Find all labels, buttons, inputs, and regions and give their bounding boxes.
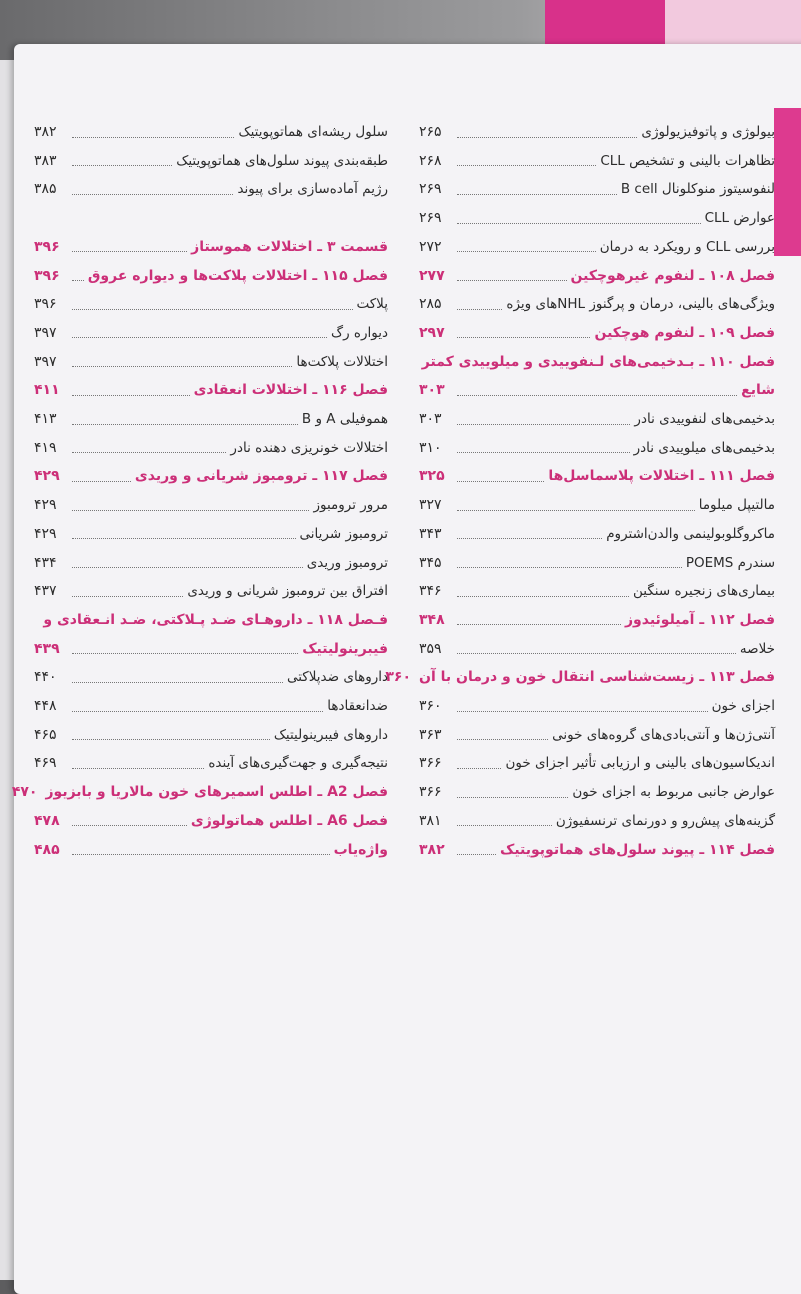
toc-entry — [419, 206, 775, 230]
dot-leader — [457, 223, 701, 224]
toc-entry-title: اندیکاسیون‌های بالینی و ارزیابی تأثیر اجزای خون — [505, 755, 775, 772]
dot-leader — [457, 711, 708, 712]
toc-page-number: ۳۵۹ — [419, 640, 442, 657]
toc-page-number: ۳۸۲ — [34, 124, 57, 140]
dot-leader — [457, 653, 736, 654]
toc-entry-title: فصل ۱۱۰ ـ بـدخیمی‌های لـنفوییدی و میلوییدی کمتر — [421, 353, 775, 370]
dot-leader — [457, 395, 737, 396]
toc-page-number: ۳۲۷ — [419, 497, 442, 514]
toc-page-number: ۲۷۷ — [419, 267, 445, 284]
toc-entry-title: فصل ۱۰۸ ـ لنفوم غیرهوچکین — [570, 267, 775, 284]
toc-entry-title: بدخیمی‌های میلوییدی نادر — [633, 439, 775, 456]
toc-entry-title: دیواره رگ — [331, 324, 388, 341]
toc-chapter-entry — [34, 235, 388, 259]
toc-entry — [419, 235, 775, 259]
dot-leader — [457, 825, 552, 826]
toc-chapter-entry — [419, 838, 775, 862]
toc-entry-title: داروهای فیبرینولیتیک — [273, 726, 388, 743]
toc-page-number: ۳۹۶ — [34, 267, 60, 284]
toc-page-number: ۳۴۶ — [419, 583, 442, 600]
toc-entry-title: فـصل ۱۱۸ ـ داروهـای ضـد پـلاکتی، ضـد انـعقادی و — [43, 611, 388, 628]
toc-page-number: ۴۱۱ — [34, 382, 60, 399]
dot-leader — [72, 137, 234, 138]
dot-leader — [457, 481, 544, 482]
toc-page-number: ۳۶۰ — [419, 698, 442, 714]
dot-leader — [72, 711, 323, 712]
toc-chapter-entry — [34, 264, 388, 288]
toc-entry-title: سندرم POEMS — [685, 554, 775, 571]
toc-entry — [34, 493, 388, 517]
toc-chapter-entry — [11, 780, 388, 804]
toc-chapter-entry — [419, 321, 775, 345]
toc-page-number: ۳۰۳ — [419, 382, 445, 399]
toc-page-number: ۳۴۸ — [419, 611, 445, 628]
toc-page-number: ۲۷۲ — [419, 238, 442, 255]
dot-leader — [72, 452, 226, 453]
toc-page-number: ۴۴۰ — [34, 669, 57, 686]
toc-page-number: ۳۸۵ — [34, 181, 57, 198]
toc-entry-title: لنفوسیتوز منوکلونال B cell — [620, 181, 775, 198]
dot-leader — [457, 510, 695, 511]
dot-leader — [72, 768, 204, 769]
toc-page-number: ۴۷۸ — [34, 812, 60, 829]
toc-entry-title: شایع — [741, 382, 775, 399]
toc-entry-title: فصل ۱۱۶ ـ اختلالات انعقادی — [193, 382, 388, 399]
toc-chapter-entry — [385, 665, 775, 689]
toc-page-number: ۴۶۵ — [34, 726, 57, 743]
toc-chapter-entry — [34, 608, 388, 632]
toc-entry — [419, 436, 775, 460]
toc-entry-title: بررسی CLL و رویکرد به درمان — [599, 238, 775, 255]
toc-entry-title: عوارض جانبی مربوط به اجزای خون — [572, 784, 775, 801]
dot-leader — [457, 854, 496, 855]
toc-chapter-entry — [419, 464, 775, 488]
dot-leader — [72, 395, 190, 396]
dot-leader — [457, 424, 630, 425]
toc-entry-title: فصل ۱۱۵ ـ اختلالات پلاکت‌ها و دیواره عروق — [87, 267, 388, 284]
toc-entry-title: خلاصه — [739, 640, 775, 657]
toc-page-number: ۴۳۴ — [34, 554, 57, 571]
toc-entry — [34, 551, 388, 575]
toc-entry-title: پلاکت — [356, 296, 388, 313]
toc-page-number: ۴۲۹ — [34, 525, 57, 542]
toc-entry-title: واژه‌یاب — [333, 841, 388, 858]
toc-entry-title: تظاهرات بالینی و تشخیص CLL — [600, 152, 775, 169]
dot-leader — [72, 854, 330, 855]
toc-entry-title: اختلالات خونریزی دهنده نادر — [230, 439, 388, 456]
dot-leader — [72, 165, 172, 166]
toc-entry-title: ویژگی‌های بالینی، درمان و پرگنوز NHLهای ویژه — [506, 296, 775, 313]
toc-page-number: ۳۶۰ — [385, 669, 412, 686]
dot-leader — [72, 194, 233, 195]
toc-entry-title: فصل A6 ـ اطلس هماتولوژی — [190, 812, 388, 829]
toc-entry-title: فصل ۱۱۲ ـ آمیلوئیدوز — [624, 611, 775, 628]
toc-page-number: ۲۸۵ — [419, 296, 442, 313]
toc-entry — [34, 579, 388, 603]
toc-entry — [419, 493, 775, 517]
toc-page-number: ۳۸۲ — [419, 841, 445, 858]
dot-leader — [72, 309, 353, 310]
toc-entry — [419, 751, 775, 775]
dot-leader — [457, 797, 568, 798]
dot-leader — [72, 366, 292, 367]
dot-leader — [457, 280, 567, 281]
toc-entry-title: نتیجه‌گیری و جهت‌گیری‌های آینده — [208, 755, 388, 772]
toc-entry-title: داروهای ضدپلاکتی — [286, 669, 388, 686]
dot-leader — [72, 538, 296, 539]
toc-entry — [419, 522, 775, 546]
toc-entry-title: مرور ترومبوز — [313, 497, 388, 514]
toc-chapter-entry — [419, 378, 775, 402]
toc-page-number: ۴۱۳ — [34, 411, 57, 427]
dot-leader — [72, 510, 309, 511]
toc-page-number: ۴۴۸ — [34, 698, 57, 714]
toc-page-number: ۳۹۷ — [34, 324, 57, 341]
toc-entry — [34, 436, 388, 460]
toc-entry — [419, 637, 775, 661]
toc-entry-title: بیماری‌های زنجیره سنگین — [633, 583, 775, 600]
toc-page-number: ۳۶۳ — [419, 726, 442, 743]
toc-entry-title: عوارض CLL — [704, 210, 775, 227]
book-page — [11, 44, 801, 1294]
toc-page-number: ۴۷۰ — [11, 784, 38, 801]
toc-entry-title: ترومبوز شریانی — [299, 525, 388, 542]
toc-entry — [34, 694, 388, 718]
dot-leader — [457, 137, 637, 138]
pink-side-tab — [774, 108, 801, 256]
dot-leader — [72, 481, 131, 482]
dot-leader — [457, 739, 548, 740]
toc-page-number: ۳۶۶ — [419, 755, 442, 772]
toc-entry-title: فصل ۱۱۷ ـ ترومبوز شریانی و وریدی — [134, 468, 388, 485]
toc-chapter-entry — [419, 608, 775, 632]
toc-page-number: ۳۱۰ — [419, 439, 442, 456]
toc-entry-title: افتراق بین ترومبوز شریانی و وریدی — [187, 583, 388, 600]
toc-page-number: ۳۴۵ — [419, 554, 442, 571]
toc-entry — [34, 149, 388, 173]
toc-chapter-entry — [34, 637, 388, 661]
toc-entry — [34, 321, 388, 345]
toc-entry-title: فیبرینولیتیک — [302, 640, 388, 657]
toc-page-number: ۳۴۳ — [419, 525, 442, 542]
toc-entry-title: فصل ۱۱۱ ـ اختلالات پلاسماسل‌ها — [548, 468, 775, 485]
toc-entry-title: اختلالات پلاکت‌ها — [296, 353, 388, 370]
toc-page-number: ۴۳۹ — [34, 640, 60, 657]
toc-entry-title: بدخیمی‌های لنفوییدی نادر — [634, 411, 775, 427]
toc-chapter-entry — [34, 464, 388, 488]
toc-chapter-entry — [419, 264, 775, 288]
toc-page-number: ۴۲۹ — [34, 468, 60, 485]
toc-entry-title: فصل ۱۱۳ ـ زیست‌شناسی انتقال خون و درمان با آن — [419, 669, 775, 686]
dot-leader — [72, 337, 327, 338]
dot-leader — [457, 251, 596, 252]
toc-page-number: ۴۲۹ — [34, 497, 57, 514]
toc-page-number: ۴۸۵ — [34, 841, 60, 858]
toc-entry-title: آنتی‌ژن‌ها و آنتی‌بادی‌های گروه‌های خونی — [552, 726, 775, 743]
toc-page-number: ۳۹۶ — [34, 296, 57, 313]
dot-leader — [457, 194, 617, 195]
toc-entry — [34, 407, 388, 431]
dot-leader — [72, 251, 187, 252]
dot-leader — [457, 624, 621, 625]
toc-entry — [34, 206, 388, 230]
dot-leader — [72, 567, 303, 568]
toc-entry — [34, 723, 388, 747]
toc-entry — [34, 177, 388, 201]
toc-entry-title: فصل ۱۰۹ ـ لنفوم هوچکین — [594, 324, 775, 341]
toc-entry-title: مالتیپل میلوما — [698, 497, 775, 514]
toc-entry — [419, 292, 775, 316]
dot-leader — [72, 825, 187, 826]
toc-chapter-entry — [419, 350, 775, 374]
toc-page-number: ۳۲۵ — [419, 468, 445, 485]
toc-page-number: ۳۹۷ — [34, 353, 57, 370]
toc-entry — [419, 809, 775, 833]
toc-entry — [419, 177, 775, 201]
toc-entry — [34, 751, 388, 775]
toc-entry-title: هموفیلی A و B — [301, 411, 388, 427]
toc-page-number: ۳۸۳ — [34, 152, 57, 169]
next-page-pink-edge — [545, 0, 665, 48]
toc-entry — [419, 551, 775, 575]
toc-entry — [34, 292, 388, 316]
toc-entry-title: فصل ۱۱۴ ـ پیوند سلول‌های هماتوپویتیک — [500, 841, 775, 858]
toc-entry-title: رژیم آماده‌سازی برای پیوند — [237, 181, 388, 198]
toc-page-number: ۴۱۹ — [34, 439, 57, 456]
toc-entry-title: بیولوژی و پاتوفیزیولوژی — [641, 124, 775, 140]
toc-entry — [34, 120, 388, 144]
toc-chapter-entry — [34, 378, 388, 402]
toc-page-number: ۳۸۱ — [419, 812, 442, 829]
toc-entry-title: ماکروگلوبولینمی والدن‌اشتروم — [606, 525, 775, 542]
toc-entry — [34, 350, 388, 374]
toc-entry — [34, 665, 388, 689]
dot-leader — [72, 596, 183, 597]
toc-page-number: ۲۹۷ — [419, 324, 445, 341]
toc-page-number: ۲۶۸ — [419, 152, 442, 169]
toc-entry-title: طبقه‌بندی پیوند سلول‌های هماتوپویتیک — [176, 152, 388, 169]
toc-page-number: ۲۶۵ — [419, 124, 442, 140]
toc-entry-title: سلول ریشه‌ای هماتوپویتیک — [238, 124, 388, 140]
toc-entry-title: گزینه‌های پیش‌رو و دورنمای ترنسفیوژن — [555, 812, 775, 829]
dot-leader — [72, 424, 298, 425]
toc-entry — [419, 694, 775, 718]
dot-leader — [457, 567, 682, 568]
toc-entry — [34, 522, 388, 546]
dot-leader — [457, 309, 502, 310]
toc-entry — [419, 149, 775, 173]
toc-entry — [419, 120, 775, 144]
dot-leader — [457, 538, 602, 539]
dot-leader — [72, 653, 298, 654]
toc-entry-title: فصل A2 ـ اطلس اسمیرهای خون مالاریا و بابزیوز — [45, 784, 388, 801]
toc-entry-title: اجزای خون — [711, 698, 775, 714]
toc-entry — [419, 407, 775, 431]
toc-entry — [419, 579, 775, 603]
dot-leader — [457, 596, 629, 597]
toc-entry-title: ترومبوز وریدی — [306, 554, 388, 571]
toc-page-number: ۲۶۹ — [419, 210, 442, 227]
dot-leader — [457, 337, 590, 338]
toc-chapter-entry — [34, 809, 388, 833]
dot-leader — [457, 452, 630, 453]
dot-leader — [457, 768, 501, 769]
toc-page-number: ۴۳۷ — [34, 583, 57, 600]
toc-page-number: ۳۹۶ — [34, 238, 60, 255]
toc-page-number: ۳۶۶ — [419, 784, 442, 801]
toc-entry-title: قسمت ۳ ـ اختلالات هموستاز — [191, 238, 388, 255]
dot-leader — [72, 280, 84, 281]
dot-leader — [72, 739, 270, 740]
toc-page-number: ۲۶۹ — [419, 181, 442, 198]
toc-entry — [419, 723, 775, 747]
toc-entry-title: ضدانعقادها — [327, 698, 388, 714]
dot-leader — [457, 165, 596, 166]
toc-page-number: ۳۰۳ — [419, 411, 442, 427]
dot-leader — [72, 682, 283, 683]
toc-page-number: ۴۶۹ — [34, 755, 57, 772]
toc-entry — [419, 780, 775, 804]
toc-chapter-entry — [34, 838, 388, 862]
